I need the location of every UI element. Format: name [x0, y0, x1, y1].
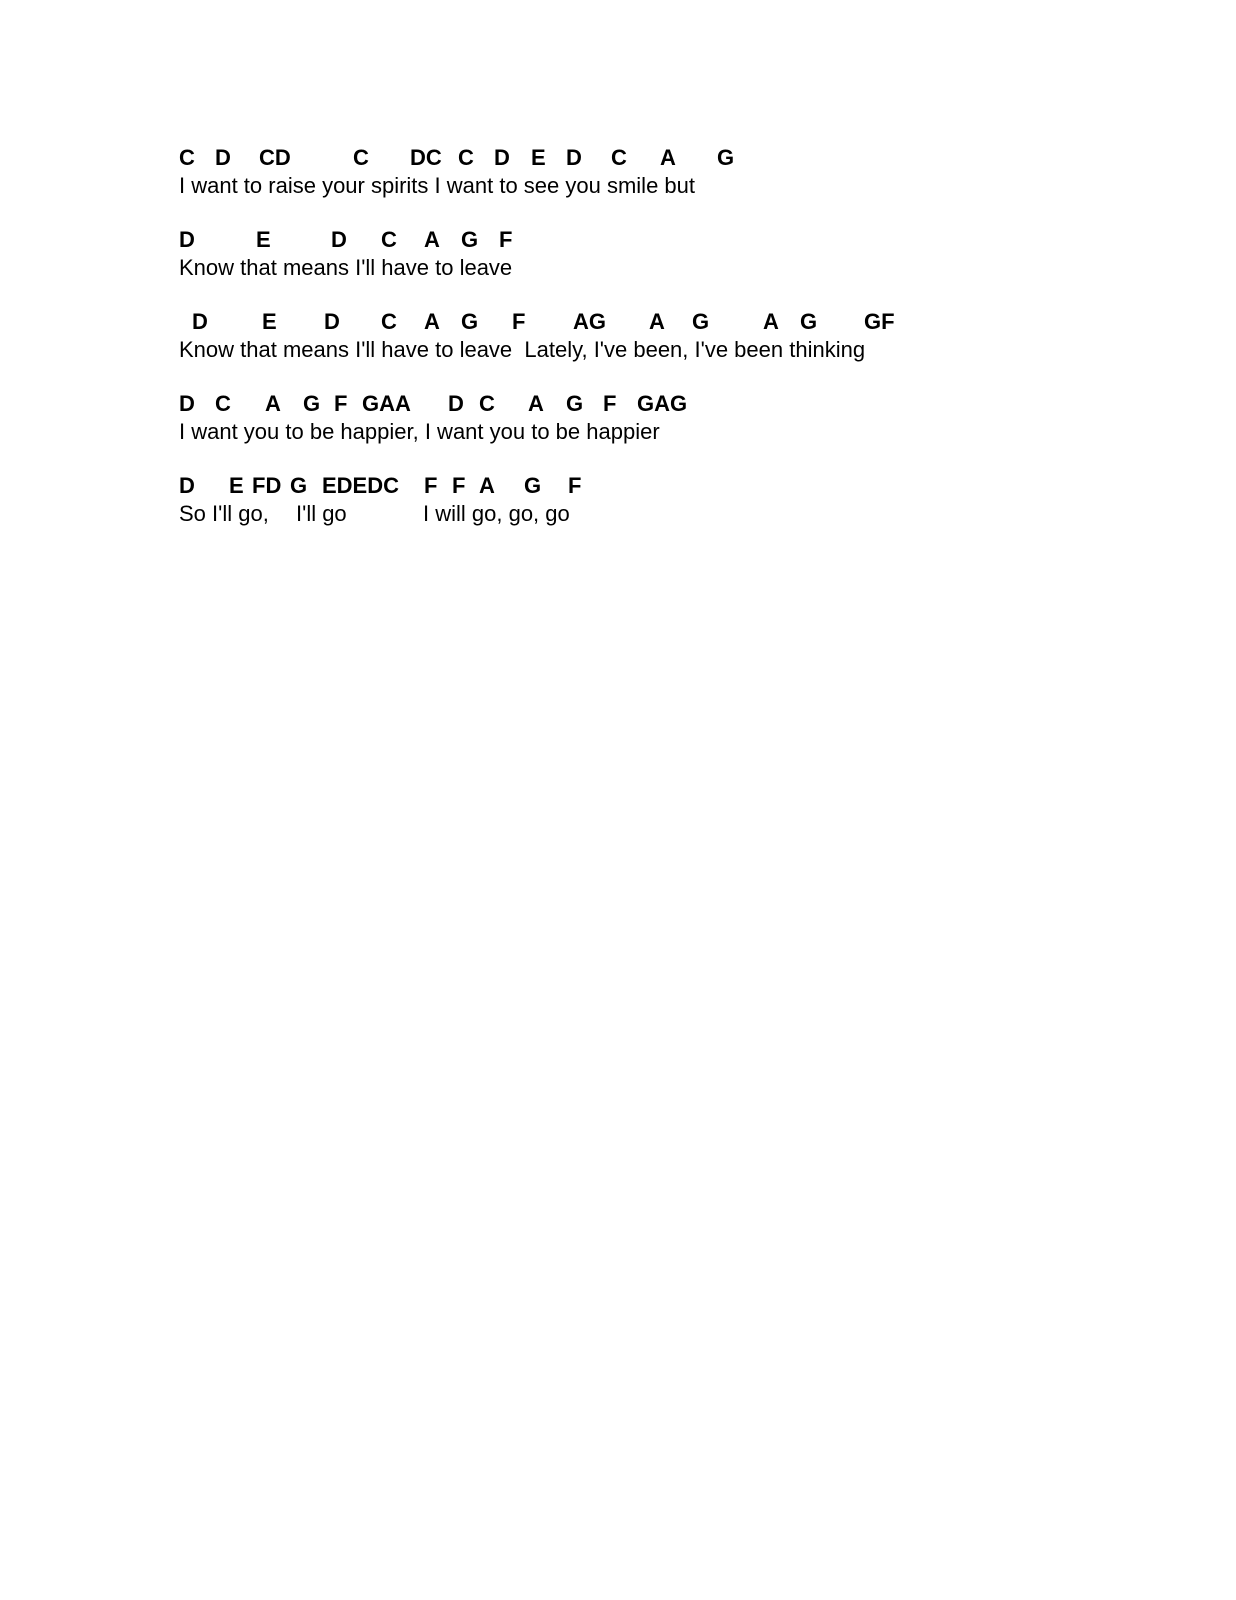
note: G — [290, 473, 308, 498]
note: G — [303, 391, 321, 416]
lyric: I'll go — [296, 501, 347, 526]
note: D — [324, 309, 340, 334]
note: A — [479, 473, 495, 498]
note: E — [262, 309, 277, 334]
note: G — [566, 391, 584, 416]
note: D — [566, 145, 582, 170]
note: E — [229, 473, 244, 498]
note: F — [603, 391, 617, 416]
note: D — [179, 227, 195, 252]
note: A — [265, 391, 281, 416]
note: DC — [410, 145, 442, 170]
note: D — [192, 309, 208, 334]
note: F — [512, 309, 526, 334]
lyric: Know that means I'll have to leave Lately, I've been, I've been thinking — [179, 337, 866, 362]
note: F — [424, 473, 438, 498]
note: D — [179, 391, 195, 416]
note: F — [499, 227, 513, 252]
note: C — [381, 309, 397, 334]
note: G — [717, 145, 735, 170]
note: FD — [252, 473, 282, 498]
lyric: I want to raise your spirits I want to see you smile but — [179, 173, 696, 198]
note: EDEDC — [322, 473, 400, 498]
note: A — [424, 227, 440, 252]
note: GAG — [637, 391, 688, 416]
note: G — [524, 473, 542, 498]
note: D — [179, 473, 195, 498]
note: F — [452, 473, 466, 498]
note: A — [528, 391, 544, 416]
note: G — [461, 227, 479, 252]
note: E — [531, 145, 546, 170]
note: G — [461, 309, 479, 334]
lyric: I will go, go, go — [423, 501, 570, 526]
note: A — [424, 309, 440, 334]
note: G — [800, 309, 818, 334]
note: D — [215, 145, 231, 170]
note: E — [256, 227, 271, 252]
note: AG — [573, 309, 606, 334]
note: A — [763, 309, 779, 334]
note: C — [353, 145, 369, 170]
note: C — [179, 145, 195, 170]
lyric: Know that means I'll have to leave — [179, 255, 513, 280]
note: CD — [259, 145, 291, 170]
note: G — [692, 309, 710, 334]
note: D — [448, 391, 464, 416]
note: F — [334, 391, 348, 416]
note: A — [660, 145, 676, 170]
lyric: I want you to be happier, I want you to be happier — [179, 419, 660, 444]
note: C — [611, 145, 627, 170]
note: F — [568, 473, 582, 498]
note: A — [649, 309, 665, 334]
note: C — [215, 391, 231, 416]
note: D — [331, 227, 347, 252]
note: D — [494, 145, 510, 170]
note: C — [479, 391, 495, 416]
note: C — [381, 227, 397, 252]
note: C — [458, 145, 474, 170]
lyric: So I'll go, — [179, 501, 269, 526]
note: GF — [864, 309, 895, 334]
note: GAA — [362, 391, 411, 416]
